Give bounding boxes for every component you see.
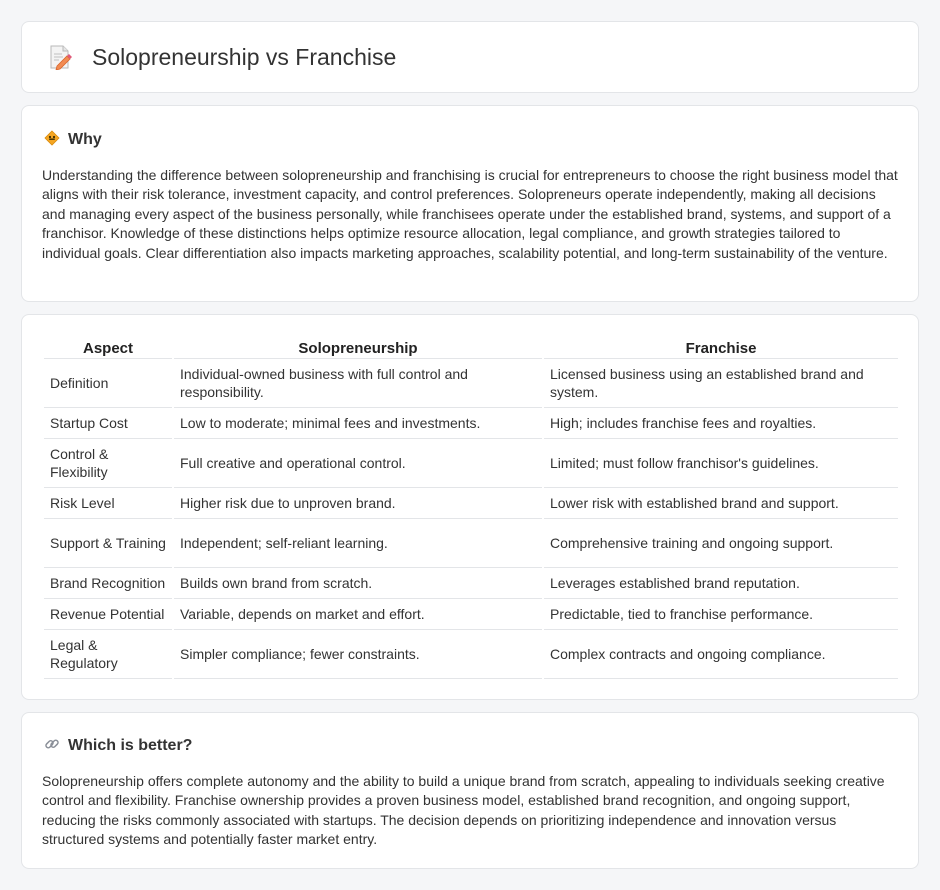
warning-sign-icon bbox=[44, 130, 60, 149]
solopreneurship-cell: Variable, depends on market and effort. bbox=[174, 599, 542, 630]
table-row bbox=[44, 519, 898, 568]
franchise-cell: Leverages established brand reputation. bbox=[544, 568, 898, 599]
franchise-cell: Licensed business using an established brand and system. bbox=[544, 359, 898, 408]
franchise-cell: Lower risk with established brand and support. bbox=[544, 488, 898, 519]
solopreneurship-cell: Higher risk due to unproven brand. bbox=[174, 488, 542, 519]
aspect-cell: Legal & Regulatory bbox=[44, 630, 172, 679]
franchise-cell: Comprehensive training and ongoing support. bbox=[544, 519, 898, 568]
solopreneurship-cell: Independent; self-reliant learning. bbox=[174, 519, 542, 568]
table-row bbox=[44, 630, 898, 679]
table-row bbox=[44, 568, 898, 599]
better-header bbox=[44, 736, 192, 755]
aspect-cell: Support & Training bbox=[44, 519, 172, 568]
solopreneurship-cell: Individual-owned business with full control and responsibility. bbox=[174, 359, 542, 408]
table-row bbox=[44, 359, 898, 408]
aspect-cell: Revenue Potential bbox=[44, 599, 172, 630]
why-header bbox=[44, 130, 102, 149]
document-pencil-icon bbox=[48, 44, 72, 70]
column-header-aspect: Aspect bbox=[44, 335, 172, 359]
why-heading: Why bbox=[68, 130, 102, 148]
franchise-cell: Limited; must follow franchisor's guidelines. bbox=[544, 439, 898, 488]
link-icon bbox=[44, 736, 60, 755]
why-section bbox=[21, 105, 919, 302]
aspect-cell: Control & Flexibility bbox=[44, 439, 172, 488]
table-header-row bbox=[44, 335, 898, 359]
solopreneurship-cell: Full creative and operational control. bbox=[174, 439, 542, 488]
better-heading: Which is better? bbox=[68, 736, 193, 754]
franchise-cell: Predictable, tied to franchise performance. bbox=[544, 599, 898, 630]
aspect-cell: Startup Cost bbox=[44, 408, 172, 439]
franchise-cell: High; includes franchise fees and royalties. bbox=[544, 408, 898, 439]
table-row bbox=[44, 408, 898, 439]
comparison-table bbox=[42, 335, 900, 679]
better-paragraph: Solopreneurship offers complete autonomy and the ability to build a unique brand from scratch, appealing to individuals seeking creative control and flexibility. Franchise ownership provides a proven business model, established brand recognition, and ongoing support, reducing the risks commonly associated with startups. The decision depends on prioritizing independence and innovation versus structured systems and potentially faster market entry. bbox=[42, 773, 885, 848]
column-header-solopreneurship: Solopreneurship bbox=[174, 335, 542, 359]
column-header-franchise: Franchise bbox=[544, 335, 898, 359]
which-is-better-section bbox=[21, 712, 919, 869]
title-card bbox=[21, 21, 919, 93]
aspect-cell: Brand Recognition bbox=[44, 568, 172, 599]
comparison-section bbox=[21, 314, 919, 700]
aspect-cell: Definition bbox=[44, 359, 172, 408]
table-row bbox=[44, 439, 898, 488]
why-paragraph: Understanding the difference between solopreneurship and franchising is crucial for entrepreneurs to choose the right business model that aligns with their risk tolerance, investment capacity, and control preferences. Solopreneurs operate independently, making all decisions and managing every aspect of the business personally, while franchisees operate under the established brand, systems, and support of a franchisor. Knowledge of these distinctions helps optimize resource allocation, legal compliance, and growth strategies tailored to individual goals. Clear differentiation also impacts marketing approaches, scalability potential, and long-term sustainability of the venture. bbox=[42, 167, 898, 261]
solopreneurship-cell: Builds own brand from scratch. bbox=[174, 568, 542, 599]
table-row bbox=[44, 488, 898, 519]
solopreneurship-cell: Low to moderate; minimal fees and investments. bbox=[174, 408, 542, 439]
solopreneurship-cell: Simpler compliance; fewer constraints. bbox=[174, 630, 542, 679]
table-row bbox=[44, 599, 898, 630]
aspect-cell: Risk Level bbox=[44, 488, 172, 519]
franchise-cell: Complex contracts and ongoing compliance. bbox=[544, 630, 898, 679]
page-title: Solopreneurship vs Franchise bbox=[92, 43, 397, 70]
